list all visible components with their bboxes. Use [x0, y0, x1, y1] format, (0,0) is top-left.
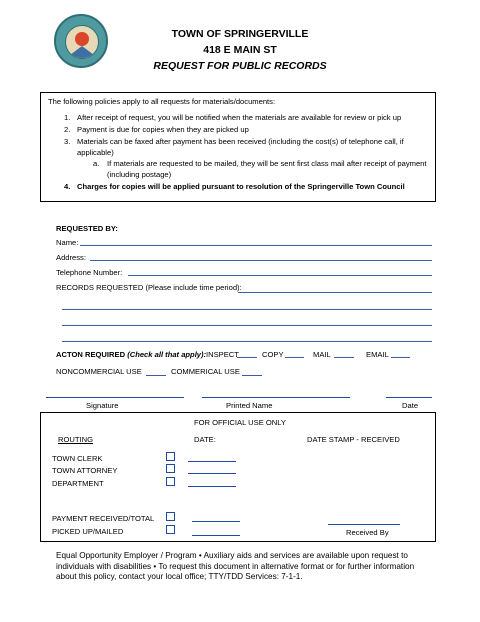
- commercial-label: COMMERICAL USE: [171, 367, 240, 376]
- date-label: Date: [402, 401, 419, 410]
- payment-received-label: PAYMENT RECEIVED/TOTAL: [52, 514, 155, 523]
- noncommercial-field[interactable]: [146, 375, 166, 376]
- policy-number: 1.: [64, 113, 71, 122]
- picked-up-field[interactable]: [192, 535, 240, 536]
- town-attorney-date-field[interactable]: [188, 473, 236, 474]
- name-field[interactable]: [80, 245, 432, 246]
- picked-up-checkbox[interactable]: [166, 525, 175, 534]
- date-field[interactable]: [386, 397, 432, 398]
- policy-item: Materials can be faxed after payment has been received (including the cost(s) of telephone call, if applicable): [77, 137, 404, 157]
- policy-box: [40, 92, 436, 202]
- form-title: REQUEST FOR PUBLIC RECORDS: [153, 60, 327, 72]
- policy-number: 2.: [64, 125, 71, 134]
- records-field-line-3[interactable]: [62, 325, 432, 326]
- policy-item-charges: Charges for copies will be applied pursuant to resolution of the Springerville Town Council: [77, 182, 405, 191]
- town-clerk-checkbox[interactable]: [166, 452, 175, 461]
- telephone-field[interactable]: [128, 275, 432, 276]
- town-attorney-label: TOWN ATTORNEY: [52, 466, 118, 475]
- official-use-title: FOR OFFICIAL USE ONLY: [194, 418, 286, 427]
- mail-field[interactable]: [334, 357, 354, 358]
- town-clerk-date-field[interactable]: [188, 461, 236, 462]
- department-checkbox[interactable]: [166, 477, 175, 486]
- commercial-field[interactable]: [242, 375, 262, 376]
- signature-field[interactable]: [46, 397, 184, 398]
- inspect-field[interactable]: [237, 357, 257, 358]
- policy-intro: The following policies apply to all requests for materials/documents:: [48, 97, 276, 106]
- noncommercial-label: NONCOMMERCIAL USE: [56, 367, 142, 376]
- action-required-note: (Check all that apply):: [127, 350, 207, 359]
- signature-label: Signature: [86, 401, 119, 410]
- received-by-field[interactable]: [328, 524, 400, 525]
- copy-field[interactable]: [285, 357, 304, 358]
- printed-name-label: Printed Name: [226, 401, 273, 410]
- address-field[interactable]: [90, 260, 432, 261]
- picked-up-label: PICKED UP/MAILED: [52, 527, 124, 536]
- town-clerk-label: TOWN CLERK: [52, 454, 103, 463]
- received-by-label: Received By: [346, 528, 389, 537]
- policy-subitem: If materials are requested to be mailed, they will be sent first class mail after receipt of payment (including postage): [107, 159, 427, 179]
- policy-number: 3.: [64, 137, 71, 146]
- records-requested-label: RECORDS REQUESTED (Please include time period):: [56, 283, 242, 292]
- policy-item: Payment is due for copies when they are picked up: [77, 125, 249, 134]
- town-attorney-checkbox[interactable]: [166, 464, 175, 473]
- action-required-label: ACTON REQUIRED: [56, 350, 126, 359]
- action-required-row: [56, 350, 206, 359]
- email-label: EMAIL: [366, 350, 389, 359]
- department-label: DEPARTMENT: [52, 479, 104, 488]
- requested-by-heading: REQUESTED BY:: [56, 224, 118, 233]
- copy-label: COPY: [262, 350, 284, 359]
- town-name: TOWN OF SPRINGERVILLE: [171, 28, 309, 40]
- equal-opportunity-notice: Equal Opportunity Employer / Program • Auxiliary aids and services are available upon request to individuals with disabilities • To request this document in alternative format or for further information about this policy, contact your local office; TTY/TDD Services: 7-1-1.: [56, 551, 415, 581]
- records-field-line-4[interactable]: [62, 341, 432, 342]
- date-stamp-label: DATE STAMP - RECEIVED: [307, 435, 400, 444]
- policy-subnumber: a.: [93, 159, 100, 168]
- name-label: Name:: [56, 238, 79, 247]
- inspect-label: INSPECT: [206, 350, 239, 359]
- town-address: 418 E MAIN ST: [203, 44, 277, 56]
- routing-label: ROUTING: [58, 435, 94, 444]
- policy-item: After receipt of request, you will be notified when the materials are available for review or pick up: [77, 113, 402, 122]
- policy-number: 4.: [64, 182, 71, 191]
- records-field-line-2[interactable]: [62, 309, 432, 310]
- payment-received-checkbox[interactable]: [166, 512, 175, 521]
- address-label: Address:: [56, 253, 86, 262]
- telephone-label: Telephone Number:: [56, 268, 123, 277]
- records-field-line-1[interactable]: [238, 292, 432, 293]
- email-field[interactable]: [391, 357, 410, 358]
- payment-received-field[interactable]: [192, 521, 240, 522]
- mail-label: MAIL: [313, 350, 331, 359]
- department-date-field[interactable]: [188, 486, 236, 487]
- printed-name-field[interactable]: [202, 397, 350, 398]
- office-date-label: DATE:: [194, 435, 216, 444]
